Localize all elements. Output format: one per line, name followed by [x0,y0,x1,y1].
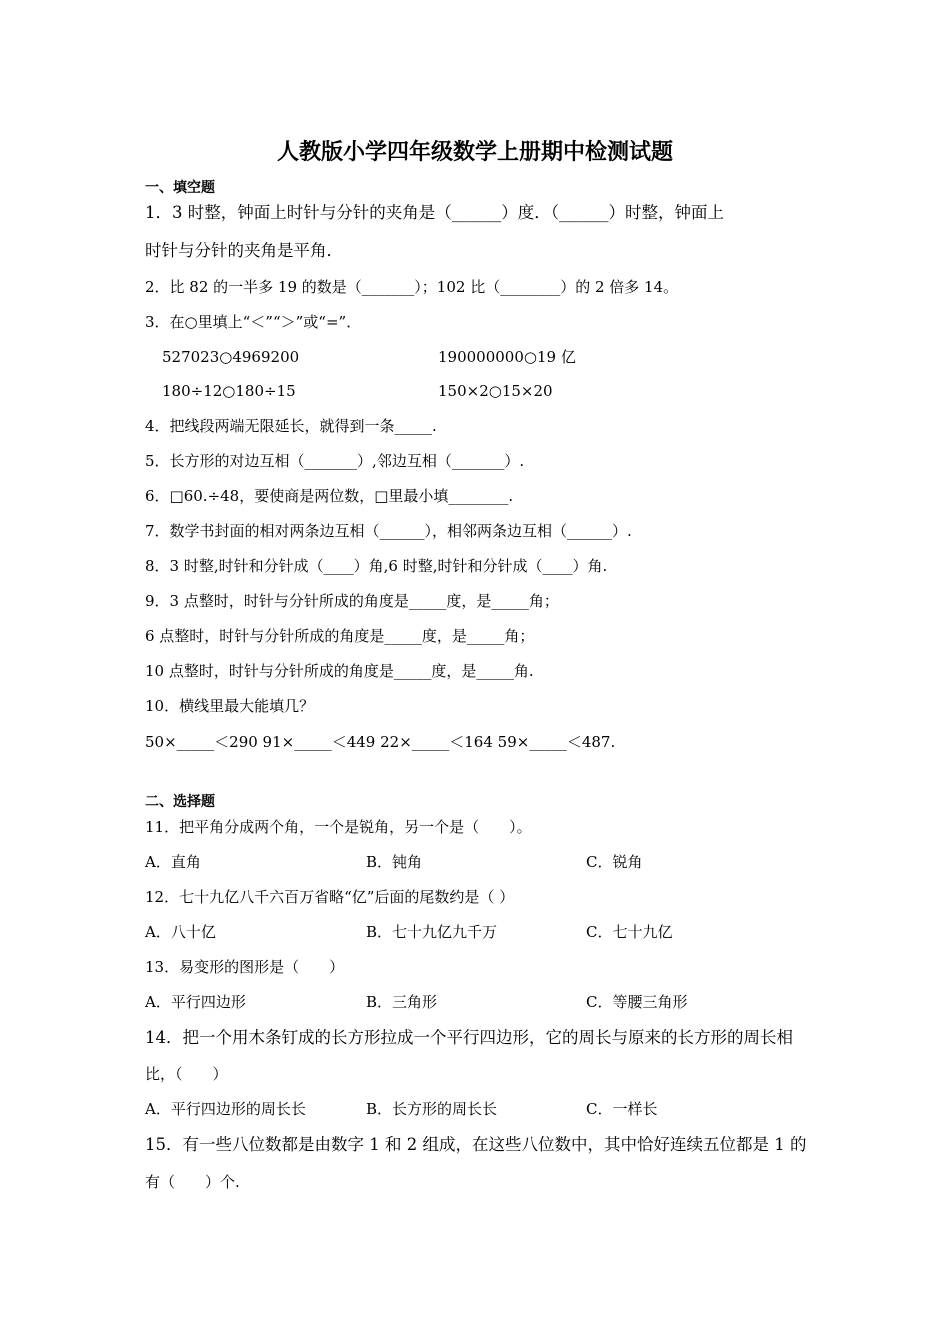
question-1-line-2: 时针与分针的夹角是平角． [145,241,343,260]
question-13-option-a: A．平行四边形 [145,993,246,1011]
question-15-line-2: 有（ ）个. [145,1173,240,1191]
question-11-option-b: B．钝角 [366,853,423,871]
question-8: 8．3 时整,时针和分针成（____）角,6 时整,时针和分针成（____）角. [145,557,608,575]
question-10-prompt: 10．横线里最大能填几？ [145,697,315,715]
page-title: 人教版小学四年级数学上册期中检测试题 [276,140,673,165]
question-13-option-b: B．三角形 [366,993,438,1011]
question-14-option-a: A．平行四边形的周长长 [145,1100,306,1118]
question-14-option-b: B．长方形的周长长 [366,1100,498,1118]
question-2: 2．比 82 的一半多 19 的数是（_______）；102 比（________）的 2 倍多 14。 [145,278,679,296]
question-3-prompt: 3．在○里填上“＜”“＞”或“=”． [145,313,362,331]
question-9-line-3: 10 点整时，时针与分针所成的角度是_____度，是_____角. [145,662,534,680]
question-13-option-c: C．等腰三角形 [586,993,688,1011]
question-1-line-1: 1．3 时整，钟面上时针与分针的夹角是（______）度．（______）时整，钟面上 [145,203,724,222]
question-9-line-2: 6 点整时，时针与分针所成的角度是_____度，是_____角； [145,627,535,645]
question-4: 4．把线段两端无限延长，就得到一条_____. [145,417,437,435]
question-7: 7．数学书封面的相对两条边互相（______），相邻两条边互相（______）. [145,522,632,540]
question-5: 5．长方形的对边互相（_______）,邻边互相（_______）. [145,452,525,470]
section-heading-multiple-choice: 二、选择题 [145,794,215,810]
question-12-option-b: B．七十九亿九千万 [366,923,498,941]
question-3-item-b: 190000000○19 亿 [438,348,576,366]
question-14-line-2: 比，（ ） [145,1065,228,1083]
question-11-option-c: C．锐角 [586,853,643,871]
question-3-item-d: 150×2○15×20 [438,382,553,400]
question-11: 11．把平角分成两个角，一个是锐角，另一个是（ ）。 [145,818,532,836]
question-14-line-1: 14．把一个用木条钉成的长方形拉成一个平行四边形，它的周长与原来的长方形的周长相 [145,1028,793,1047]
question-9-line-1: 9．3 点整时，时针与分针所成的角度是_____度，是_____角； [145,592,559,610]
question-3-item-c: 180÷12○180÷15 [162,382,296,400]
question-13: 13．易变形的图形是（ ） [145,958,345,976]
question-14-option-c: C．一样长 [586,1100,658,1118]
question-10-line: 50×_____＜290 91×_____＜449 22×_____＜164 59×_____＜487. [145,733,616,751]
question-12-option-a: A．八十亿 [145,923,216,941]
question-6: 6．□60.÷48，要使商是两位数，□里最小填________. [145,487,514,505]
question-12: 12．七十九亿八千六百万省略“亿”后面的尾数约是（ ） [145,888,515,906]
question-15-line-1: 15．有一些八位数都是由数字 1 和 2 组成，在这些八位数中，其中恰好连续五位都是 1 的 [145,1135,807,1154]
question-11-option-a: A．直角 [145,853,201,871]
section-heading-fill-blank: 一、填空题 [145,180,215,196]
question-3-item-a: 527023○4969200 [162,348,300,366]
question-12-option-c: C．七十九亿 [586,923,673,941]
